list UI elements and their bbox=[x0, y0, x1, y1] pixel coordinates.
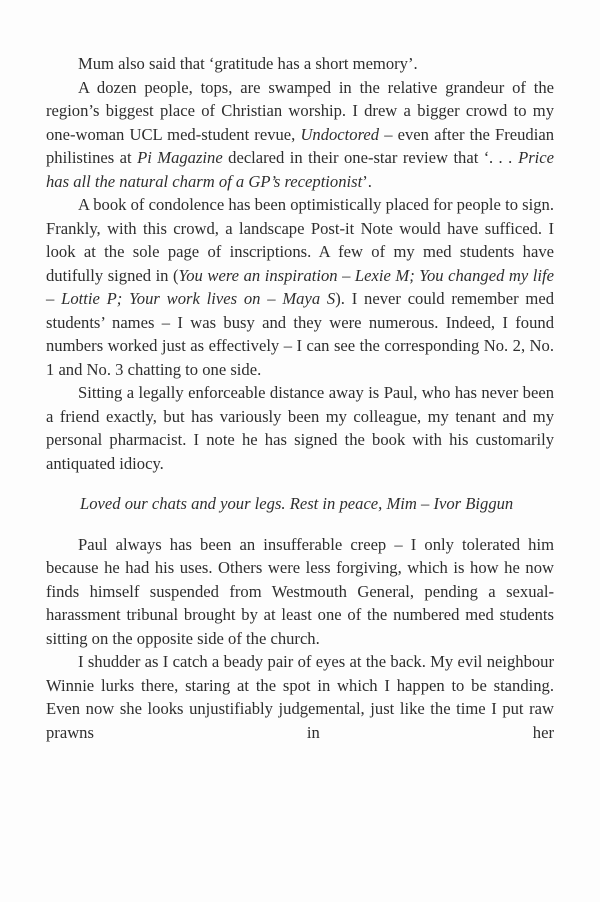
body-paragraph bbox=[46, 52, 554, 76]
body-paragraph bbox=[46, 193, 554, 381]
inscription-quote bbox=[80, 492, 554, 516]
italic-text-run: Loved our chats and your legs. Rest in peace, Mim – Ivor Biggun bbox=[80, 494, 514, 513]
body-paragraph bbox=[46, 650, 554, 744]
text-run: Sitting a legally enforceable distance away is Paul, who has never been a friend exactly, but has variously been my colleague, my tenant and my personal pharmacist. I note he has signed the book with his customarily antiquated idiocy. bbox=[46, 383, 554, 473]
text-run: ). I never could remember med students’ names – I was busy and they were numerous. Indeed, I found numbers worked just as effectively – I can see the corresponding No. 2, No. 1 and No. 3 chatting to one side. bbox=[46, 289, 554, 379]
italic-text-run: Undoctored bbox=[300, 124, 380, 144]
italic-text-run: You were an inspiration – Lexie M; You changed my life – Lottie P; Your work lives on – Maya S bbox=[46, 265, 554, 308]
body-paragraph bbox=[46, 381, 554, 475]
text-run: A dozen people, tops, are swamped in the relative grandeur of the region’s biggest place of Christian worship. I drew a bigger crowd to my one-woman UCL med-student revue, bbox=[46, 77, 554, 144]
italic-text-run: . . . Price has all the natural charm of a GP’s receptionist bbox=[46, 148, 555, 191]
text-run: A book of condolence has been optimistically placed for people to sign. Frankly, with this crowd, a landscape Post-it Note would have sufficed. I look at the sole page of inscriptions. A few of my med students have dutifully signed in ( bbox=[46, 195, 554, 285]
text-run: declared in their one-star review that ‘ bbox=[222, 148, 490, 167]
body-paragraph bbox=[46, 533, 554, 651]
text-run: Paul always has been an insufferable creep – I only tolerated him because he had his uses. Others were less forgiving, which is how he now finds himself suspended from Westmouth General, pending a sexual-harassment tribunal brought by at least one of the numbered med students sitting on the opposite side of the church. bbox=[46, 534, 554, 648]
italic-text-run: Pi Magazine bbox=[137, 148, 223, 167]
text-run: I shudder as I catch a beady pair of eyes at the back. My evil neighbour Winnie lurks there, staring at the spot in which I happen to be standing. Even now she looks unjustifiably judgemental, just like the time I put raw prawns in her bbox=[46, 652, 554, 742]
text-run: Mum also said that ‘gratitude has a short memory’. bbox=[78, 54, 418, 73]
text-run: – even after the Freudian philistines at bbox=[46, 124, 554, 167]
text-run: ’. bbox=[362, 171, 372, 191]
page-text bbox=[46, 52, 554, 744]
body-paragraph bbox=[46, 76, 554, 194]
